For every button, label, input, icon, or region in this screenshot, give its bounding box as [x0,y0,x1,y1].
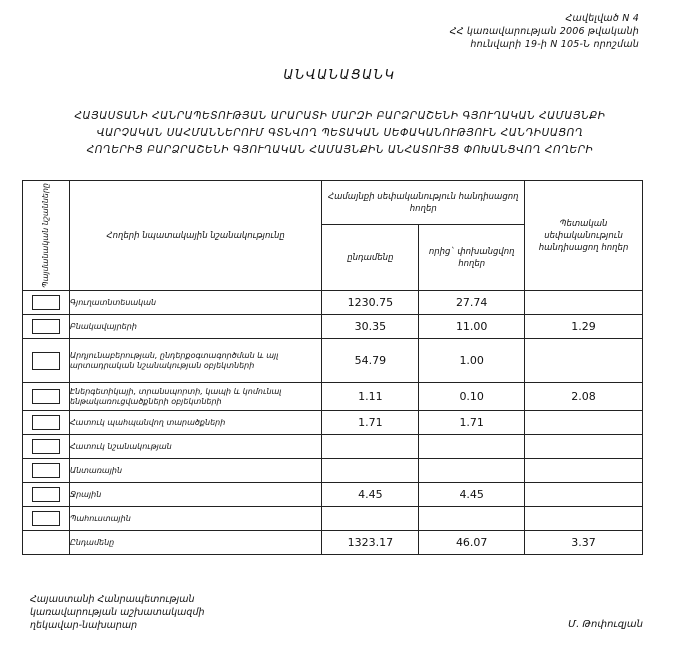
row-state: 1.29 [525,315,643,339]
appendix-decision-line: ՀՀ կառավարության 2006 թվականի [449,26,639,37]
row-total [322,459,419,483]
row-total: 1230.75 [322,291,419,315]
row-name: Էներգետիկայի, տրանսպորտի, կապի և կոմունալ ենթակառուցվածքների օբյեկտների [69,383,322,411]
header-community-group: Համայնքի սեփականություն հանդիսացող հողեր [322,181,525,225]
total-label: Ընդամենը [69,531,322,555]
table-row [23,507,643,531]
row-total [322,507,419,531]
table-row [23,291,643,315]
table-row [23,315,643,339]
row-total: 4.45 [322,483,419,507]
row-transferred: 11.00 [419,315,525,339]
row-name: Բնակավայրերի [69,315,322,339]
legend-swatch [32,389,60,404]
signatory-title [30,593,205,632]
land-table [22,180,643,555]
row-name: Գյուղատնտեսական [69,291,322,315]
signatory-line-2: կառավարության աշխատակազմի [30,607,205,618]
grand-transferred: 46.07 [419,531,525,555]
legend-swatch [32,415,60,430]
row-name: Ջրային [69,483,322,507]
legend-swatch [32,487,60,502]
total-row [23,531,643,555]
table-row [23,435,643,459]
subtitle-line-3: ՀՈՂԵՐԻՑ ԲԱՐՁՐԱՇԵՆԻ ԳՅՈՒՂԱԿԱՆ ՀԱՄԱՅՆՔԻՆ ԱՆՀԱՏՈՒՅՑ ՓՈԽԱՆՑՎՈՂ ՀՈՂԵՐԻ [86,144,594,156]
row-transferred: 0.10 [419,383,525,411]
row-total: 30.35 [322,315,419,339]
legend-swatch [32,319,60,334]
row-total: 1.71 [322,411,419,435]
appendix-number: Հավելված N 4 [565,13,639,24]
row-total: 54.79 [322,339,419,383]
appendix-header [450,12,639,51]
signatory-line-3: ղեկավար-նախարար [30,620,138,631]
header-code: Պայմանական նշանները [23,181,70,291]
row-transferred [419,435,525,459]
row-total: 1.11 [322,383,419,411]
table-row [23,411,643,435]
header-total: ընդամենը [322,225,419,291]
table-row [23,459,643,483]
row-state [525,507,643,531]
row-transferred: 1.00 [419,339,525,383]
row-state [525,459,643,483]
legend-swatch [32,439,60,454]
table-row [23,339,643,383]
subtitle-line-1: ՀԱՅԱՍՏԱՆԻ ՀԱՆՐԱՊԵՏՈՒԹՅԱՆ ԱՐԱՐԱՏԻ ՄԱՐԶԻ ԲԱՐՁՐԱՇԵՆԻ ԳՅՈՒՂԱԿԱՆ ՀԱՄԱՅՆՔԻ [74,110,606,122]
legend-swatch [32,352,60,370]
grand-total: 1323.17 [322,531,419,555]
row-state: 2.08 [525,383,643,411]
row-transferred: 27.74 [419,291,525,315]
header-state: Պետական սեփականություն հանդիսացող հողեր [525,181,643,291]
table-row [23,383,643,411]
legend-swatch [32,463,60,478]
document-subtitle [30,108,650,159]
row-name: Արդյունաբերության, ընդերքօգտագործման և այլ արտադրական նշանակության օբյեկտների [69,339,322,383]
header-name: Հողերի նպատակային նշանակությունը [69,181,322,291]
header-transferred: որից` փոխանցվող հողեր [419,225,525,291]
document-title: ԱՆՎԱՆԱՑԱՆԿ [283,68,396,83]
row-state [525,483,643,507]
row-transferred [419,507,525,531]
legend-swatch [32,511,60,526]
row-total [322,435,419,459]
row-transferred [419,459,525,483]
row-state [525,339,643,383]
row-name: Հատուկ պահպանվող տարածքների [69,411,322,435]
row-transferred: 1.71 [419,411,525,435]
row-state [525,411,643,435]
row-name: Անտառային [69,459,322,483]
table-row [23,483,643,507]
row-state [525,291,643,315]
grand-state: 3.37 [525,531,643,555]
row-name: Հատուկ նշանակության [69,435,322,459]
appendix-date-line: հունվարի 19-ի N 105-Ն որոշման [470,39,639,50]
row-transferred: 4.45 [419,483,525,507]
subtitle-line-2: ՎԱՐՉԱԿԱՆ ՍԱՀՄԱՆՆԵՐՈՒՄ ԳՏՆՎՈՂ ՊԵՏԱԿԱՆ ՍԵՓԱԿԱՆՈՒԹՅՈՒՆ ՀԱՆԴԻՍԱՑՈՂ [96,127,584,139]
row-state [525,435,643,459]
signatory-line-1: Հայաստանի Հանրապետության [30,594,195,605]
row-name: Պահուստային [69,507,322,531]
legend-swatch [32,295,60,310]
signatory-name: Մ. Թոփուզյան [568,619,643,630]
